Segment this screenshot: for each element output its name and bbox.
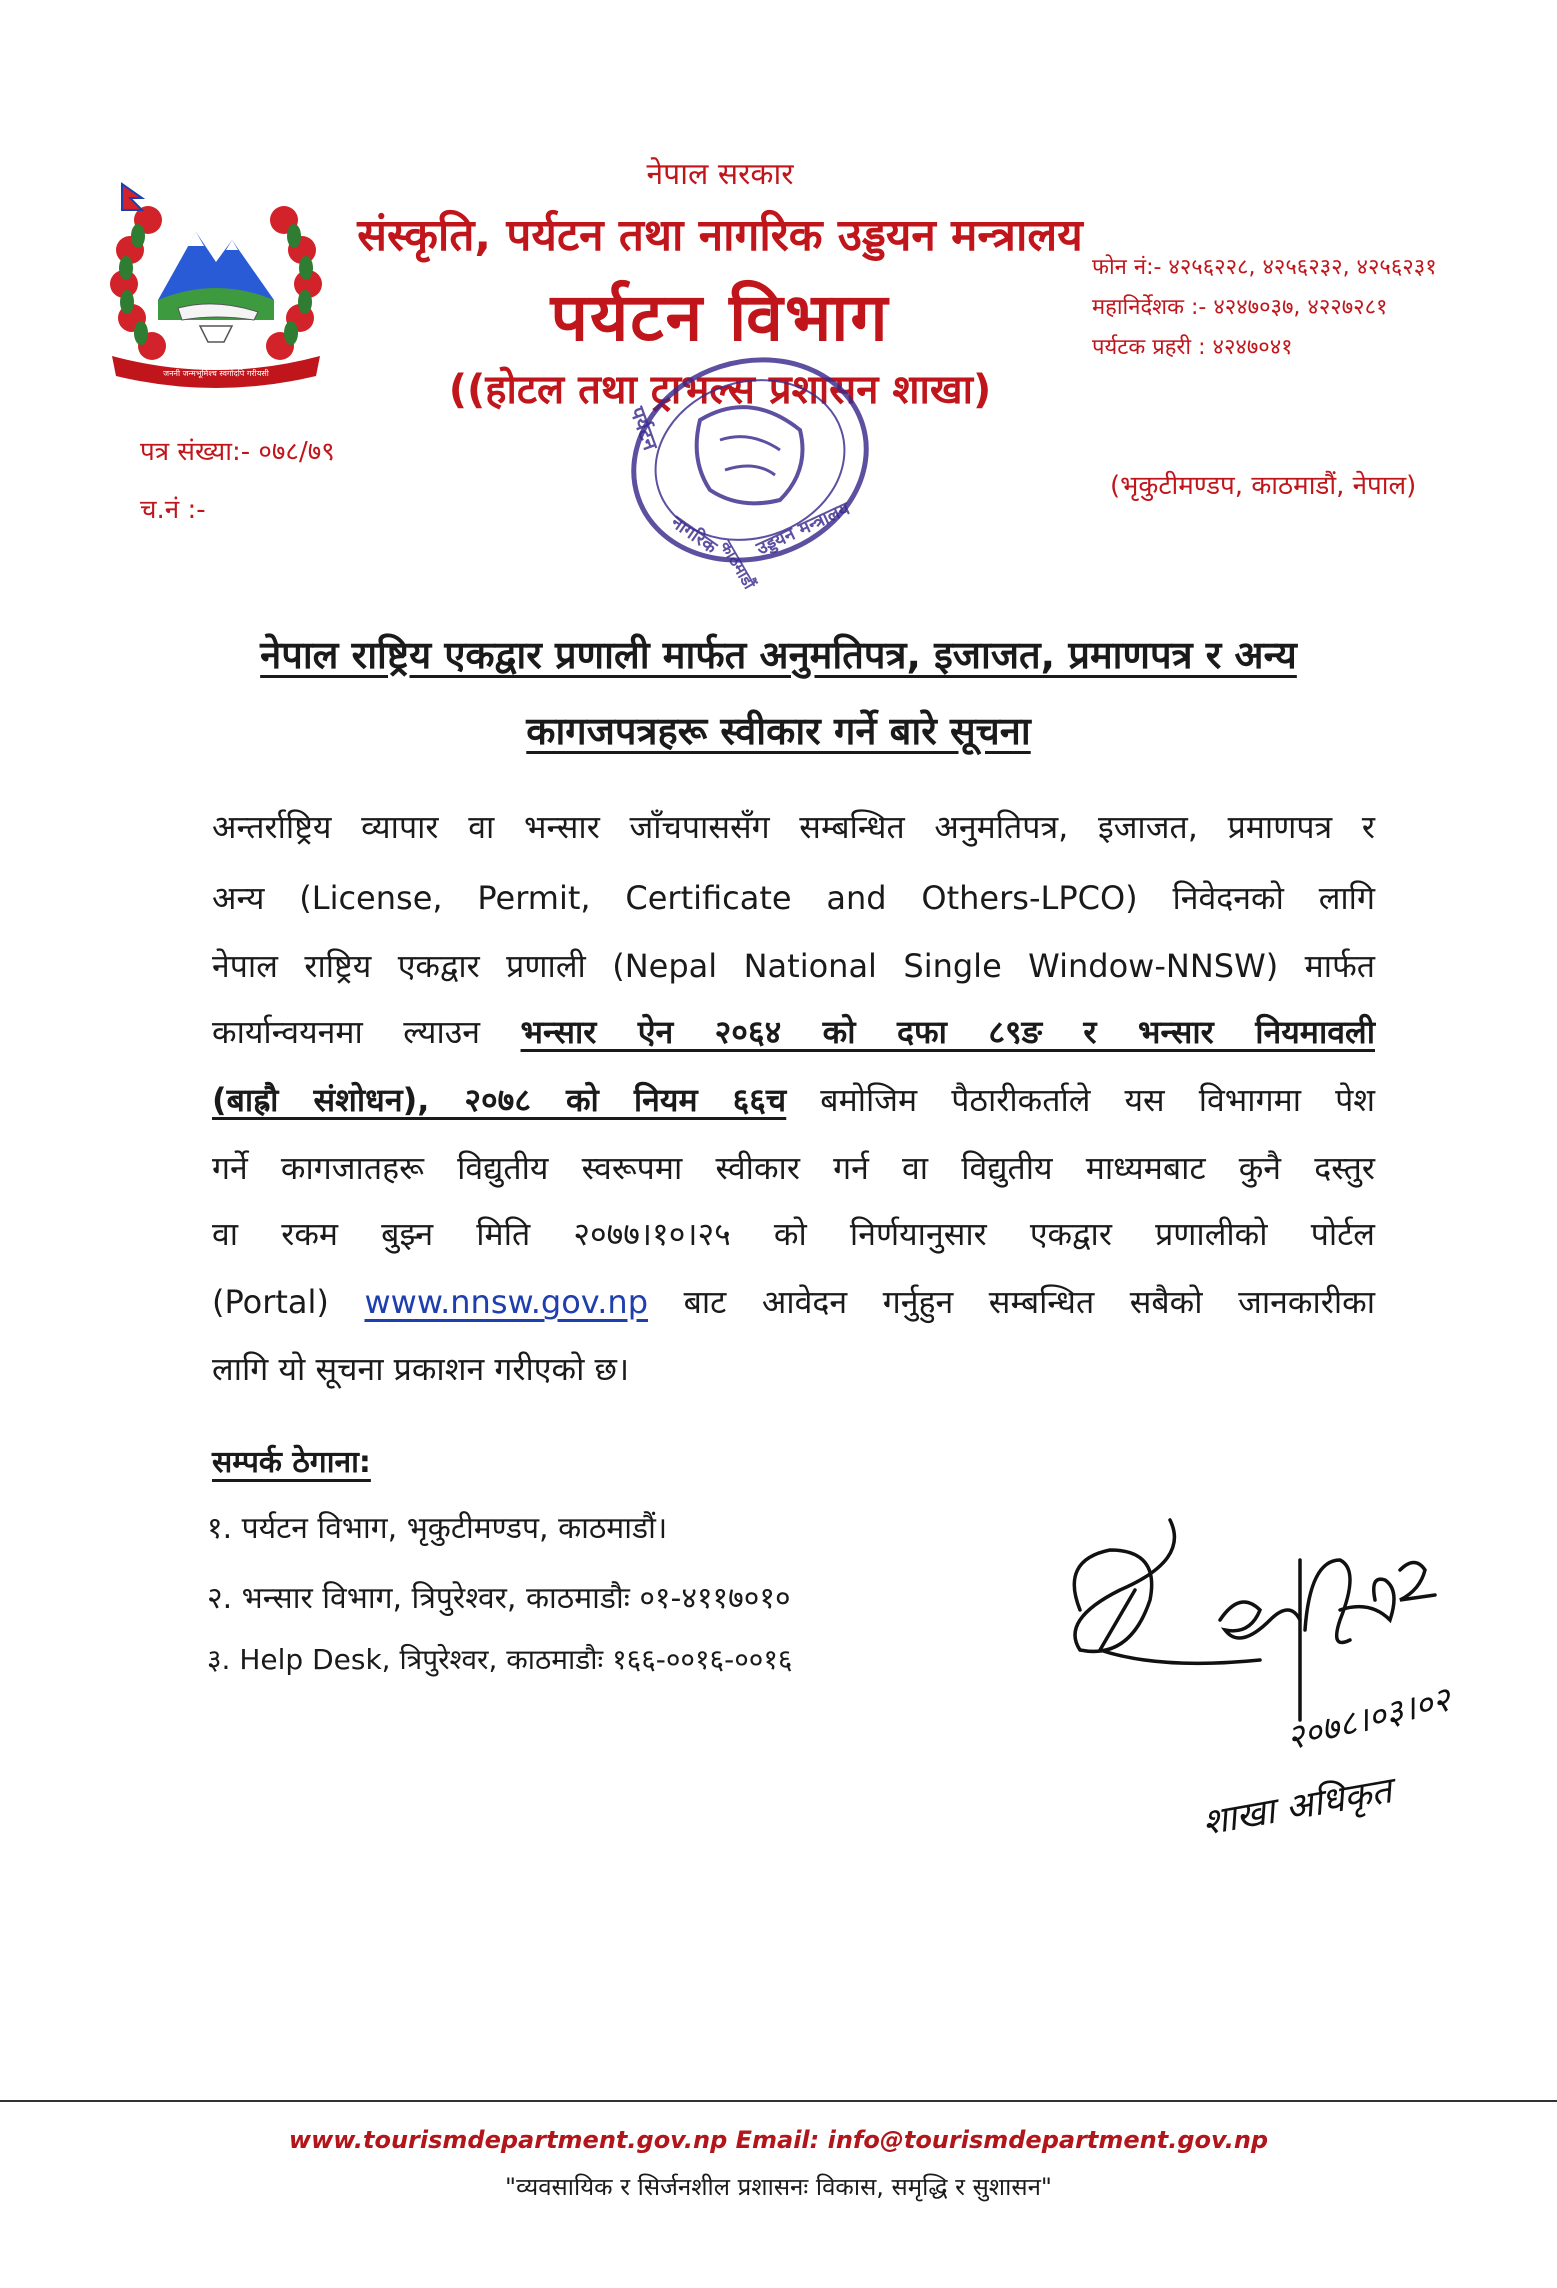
footer-contact[interactable]: www.tourismdepartment.gov.np Email: info@tourismdepartment.gov.np — [288, 2126, 1269, 2154]
nepal-emblem-icon — [108, 180, 324, 390]
contact-item: १. पर्यटन विभाग, भृकुटीमण्डप, काठमाडौं। — [207, 1511, 668, 1546]
branch-name: ((होटल तथा ट्राभल्स प्रशासन शाखा) — [448, 367, 992, 413]
footer-divider — [0, 2100, 1557, 2102]
body-line — [212, 1280, 1375, 1323]
office-address: (भृकुटीमण्डप, काठमाडौं, नेपाल) — [1110, 471, 1417, 501]
body-text: कार्यान्वयनमा ल्याउन — [212, 1013, 481, 1051]
signatory-designation: शाखा अधिकृत — [1199, 1770, 1395, 1844]
svg-text:पर्यटन: पर्यटन — [625, 403, 663, 454]
svg-text:नागरिक: नागरिक — [667, 511, 721, 559]
customs-rule-reference: (बाह्रौ संशोधन), २०७८ को नियम ६६च — [212, 1081, 787, 1119]
customs-act-reference: भन्सार ऐन २०६४ को दफा ८९ङ र भन्सार नियमावली — [520, 1013, 1376, 1051]
official-stamp-icon — [590, 350, 900, 610]
phone-line: फोन नं:- ४२५६२२८, ४२५६२३२, ४२५६२३१ — [1092, 255, 1437, 280]
notice-title-line-1: नेपाल राष्ट्रिय एकद्वार प्रणाली मार्फत अनुमतिपत्र, इजाजत, प्रमाणपत्र र अन्य — [260, 633, 1297, 677]
contact-item: २. भन्सार विभाग, त्रिपुरेश्वर, काठमाडौः ०१-४११७०१० — [207, 1581, 791, 1616]
nnsw-portal-link[interactable]: www.nnsw.gov.np — [364, 1283, 648, 1321]
body-line: नेपाल राष्ट्रिय एकद्वार प्रणाली (Nepal National Single Window-NNSW) मार्फत — [212, 947, 1375, 985]
body-line: अन्य (License, Permit, Certificate and Others-LPCO) निवेदनको लागि — [212, 879, 1375, 917]
body-line: लागि यो सूचना प्रकाशन गरीएको छ। — [212, 1350, 630, 1388]
government-name: नेपाल सरकार — [646, 157, 794, 192]
body-line — [212, 1078, 1375, 1121]
phone-line: पर्यटक प्रहरी : ४२४७०४१ — [1092, 335, 1293, 360]
footer-motto: "व्यवसायिक र सिर्जनशील प्रशासनः विकास, समृद्धि र सुशासन" — [505, 2173, 1052, 2201]
body-line: अन्तर्राष्ट्रिय व्यापार वा भन्सार जाँचपाससँग सम्बन्धित अनुमतिपत्र, इजाजत, प्रमाणपत्र र — [212, 808, 1375, 846]
phone-line: महानिर्देशक :- ४२४७०३७, ४२२७२८१ — [1092, 295, 1388, 320]
department-name: पर्यटन विभाग — [550, 279, 890, 356]
phone-list — [1092, 248, 1552, 368]
reference-block — [140, 423, 335, 539]
letter-number: पत्र संख्या:- ०७८/७९ — [140, 437, 335, 467]
contact-heading: सम्पर्क ठेगाना: — [212, 1445, 371, 1480]
svg-text:काठमाडौं: काठमाडौं — [716, 537, 760, 593]
body-line: गर्ने कागजातहरू विद्युतीय स्वरूपमा स्वीकार गर्न वा विद्युतीय माध्यमबाट कुनै दस्तुर — [212, 1149, 1375, 1187]
dispatch-number: च.नं :- — [140, 495, 206, 525]
signature-date: २०७८।०३।०२ — [1282, 1679, 1455, 1759]
body-text: बाट आवेदन गर्नुहुन सम्बन्धित सबैको जानकारीका — [683, 1283, 1376, 1321]
body-line: वा रकम बुझ्न मिति २०७७।१०।२५ को निर्णयानुसार एकद्वार प्रणालीको पोर्टल — [212, 1215, 1375, 1253]
svg-text:उड्डयन मन्त्रालय: उड्डयन मन्त्रालय — [753, 498, 853, 560]
ministry-name: संस्कृति, पर्यटन तथा नागरिक उड्डयन मन्त्रालय — [357, 210, 1083, 261]
contact-item: ३. Help Desk, त्रिपुरेश्वर, काठमाडौः १६६-००१६-००१६ — [207, 1643, 793, 1676]
body-line — [212, 1010, 1375, 1053]
body-text: बमोजिम पैठारीकर्ताले यस विभागमा पेश — [820, 1081, 1376, 1119]
handwritten-signature — [1040, 1500, 1540, 1860]
emblem-motto: जननी जन्मभूमिश्च स्वर्गादपि गरीयसी — [163, 369, 269, 378]
body-text: (Portal) — [212, 1283, 329, 1321]
notice-title-line-2: कागजपत्रहरू स्वीकार गर्ने बारे सूचना — [526, 709, 1031, 753]
